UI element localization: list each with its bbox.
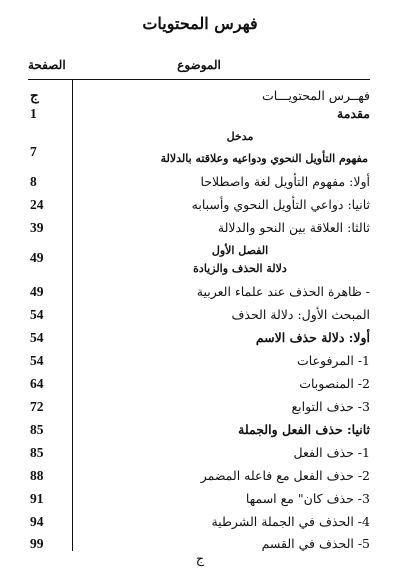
page-column-header: الصفحة <box>28 58 66 72</box>
section-heading-text: الفصل الأول <box>211 244 269 257</box>
page-title: فهرس المحتويات <box>142 14 258 33</box>
entry-text: أولا: مفهوم التأويل لغة واصطلاحا <box>200 174 370 189</box>
entry-text: فهــرس المحتويـــات <box>261 88 370 103</box>
entry-text: مفهوم التأويل النحوي ودواعيه وعلاقته بالدلالة <box>160 152 368 165</box>
page-number: 1 <box>30 106 37 121</box>
page-number: 49 <box>30 284 44 299</box>
page-number: ج <box>30 88 39 103</box>
page-number: 99 <box>30 536 44 551</box>
table-header <box>28 58 370 76</box>
entry-text: 3- حذف التوابع <box>291 399 370 414</box>
entry-text: مقدمة <box>337 106 370 121</box>
footer-page-number: ج <box>195 552 205 567</box>
section-heading-text: مدخل <box>226 130 254 143</box>
page-number: 94 <box>30 514 44 529</box>
header-rule <box>28 79 370 80</box>
entry-text: المبحث الأول: دلالة الحذف <box>231 307 370 322</box>
entry-text: ثانيا: حذف الفعل والجملة <box>238 422 370 437</box>
column-divider <box>72 80 73 551</box>
entry-text: 1- حذف الفعل <box>293 445 370 460</box>
entry-text: 4- الحذف في الجملة الشرطية <box>211 514 370 529</box>
page-number: 91 <box>30 491 44 506</box>
page-number: 85 <box>30 422 44 437</box>
entry-text: أولا: دلالة حذف الاسم <box>255 330 370 345</box>
page-number: 72 <box>30 399 44 414</box>
entry-text: 2- حذف الفعل مع فاعله المضمر <box>200 468 370 483</box>
entry-text: 3- حذف كان" مع اسمها <box>245 491 370 506</box>
entry-text: 1- المرفوعات <box>296 353 370 368</box>
page-number: 54 <box>30 330 44 345</box>
page-number: 85 <box>30 445 44 460</box>
page-number: 8 <box>30 174 37 189</box>
entry-text: 5- الحذف في القسم <box>261 536 370 551</box>
page-number: 54 <box>30 353 44 368</box>
subject-column-header: الموضوع <box>177 58 221 72</box>
page-number: 64 <box>30 376 44 391</box>
entry-text: ثالثا: العلاقة بين النحو والدلالة <box>217 220 370 235</box>
page-number: 39 <box>30 220 44 235</box>
entry-text: 2- المنصوبات <box>299 376 370 391</box>
page-number: 7 <box>30 144 37 159</box>
entry-text: دلالة الحذف والزيادة <box>193 262 287 275</box>
page-number: 88 <box>30 468 44 483</box>
entry-text: - ظاهرة الحذف عند علماء العربية <box>196 284 370 299</box>
entry-text: ثانيا: دواعي التأويل النحوي وأسبابه <box>191 197 370 212</box>
page-number: 49 <box>30 250 44 265</box>
page-number: 24 <box>30 197 44 212</box>
page-number: 54 <box>30 307 44 322</box>
